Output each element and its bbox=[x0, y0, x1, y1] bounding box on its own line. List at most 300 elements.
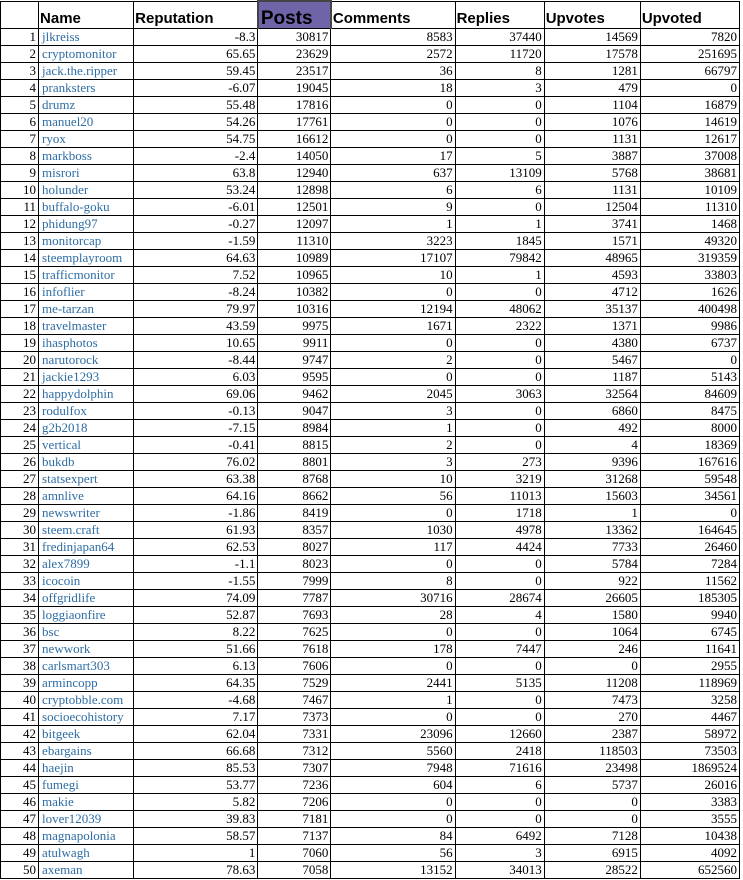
user-link[interactable]: ihasphotos bbox=[42, 335, 98, 350]
upvoted-cell: 18369 bbox=[640, 437, 739, 454]
posts-cell: 10382 bbox=[258, 284, 331, 301]
replies-cell: 1 bbox=[455, 216, 544, 233]
upvotes-cell: 4712 bbox=[544, 284, 640, 301]
user-link[interactable]: buffalo-goku bbox=[42, 199, 110, 214]
upvoted-cell: 7820 bbox=[640, 29, 739, 46]
posts-cell: 7618 bbox=[258, 641, 331, 658]
rank-cell: 38 bbox=[1, 658, 39, 675]
user-link[interactable]: g2b2018 bbox=[42, 420, 88, 435]
upvotes-cell: 1064 bbox=[544, 624, 640, 641]
upvoted-cell: 8000 bbox=[640, 420, 739, 437]
user-link[interactable]: bsc bbox=[42, 624, 60, 639]
user-name-cell bbox=[39, 352, 134, 369]
reputation-cell: 64.63 bbox=[134, 250, 258, 267]
comments-cell: 10 bbox=[331, 471, 455, 488]
upvotes-cell: 6860 bbox=[544, 403, 640, 420]
replies-cell: 1845 bbox=[455, 233, 544, 250]
posts-cell: 8357 bbox=[258, 522, 331, 539]
user-name-cell bbox=[39, 692, 134, 709]
replies-cell: 28674 bbox=[455, 590, 544, 607]
replies-cell: 13109 bbox=[455, 165, 544, 182]
reputation-cell: 64.35 bbox=[134, 675, 258, 692]
replies-column-header[interactable]: Replies bbox=[455, 1, 544, 29]
upvoted-cell: 167616 bbox=[640, 454, 739, 471]
reputation-cell: 79.97 bbox=[134, 301, 258, 318]
comments-cell: 2 bbox=[331, 437, 455, 454]
rank-cell: 31 bbox=[1, 539, 39, 556]
upvoted-cell: 319359 bbox=[640, 250, 739, 267]
replies-cell: 0 bbox=[455, 369, 544, 386]
table-row bbox=[1, 794, 740, 811]
upvoted-cell: 4092 bbox=[640, 845, 739, 862]
comments-cell: 0 bbox=[331, 335, 455, 352]
user-link[interactable]: holunder bbox=[42, 182, 89, 197]
user-name-cell bbox=[39, 301, 134, 318]
comments-cell: 17 bbox=[331, 148, 455, 165]
upvotes-cell: 5768 bbox=[544, 165, 640, 182]
table-row bbox=[1, 46, 740, 63]
table-row bbox=[1, 488, 740, 505]
comments-cell: 178 bbox=[331, 641, 455, 658]
upvoted-cell: 3555 bbox=[640, 811, 739, 828]
table-row bbox=[1, 641, 740, 658]
comments-cell: 1671 bbox=[331, 318, 455, 335]
user-link[interactable]: vertical bbox=[42, 437, 82, 452]
posts-cell: 7787 bbox=[258, 590, 331, 607]
comments-cell: 5560 bbox=[331, 743, 455, 760]
upvotes-cell: 26605 bbox=[544, 590, 640, 607]
user-name-cell bbox=[39, 284, 134, 301]
posts-cell: 7606 bbox=[258, 658, 331, 675]
user-link[interactable]: infoflier bbox=[42, 284, 85, 299]
replies-cell: 11013 bbox=[455, 488, 544, 505]
posts-cell: 9595 bbox=[258, 369, 331, 386]
upvoted-cell: 16879 bbox=[640, 97, 739, 114]
replies-cell: 1718 bbox=[455, 505, 544, 522]
user-link[interactable]: makie bbox=[42, 794, 74, 809]
reputation-column-header[interactable]: Reputation bbox=[134, 1, 258, 29]
upvotes-cell: 1131 bbox=[544, 182, 640, 199]
upvoted-cell: 9940 bbox=[640, 607, 739, 624]
user-name-cell bbox=[39, 318, 134, 335]
table-row bbox=[1, 199, 740, 216]
upvotes-cell: 11208 bbox=[544, 675, 640, 692]
comments-cell: 28 bbox=[331, 607, 455, 624]
comments-cell: 23096 bbox=[331, 726, 455, 743]
reputation-cell: 58.57 bbox=[134, 828, 258, 845]
reputation-cell: 55.48 bbox=[134, 97, 258, 114]
upvoted-cell: 26016 bbox=[640, 777, 739, 794]
user-link[interactable]: pranksters bbox=[42, 80, 96, 95]
user-name-cell bbox=[39, 454, 134, 471]
reputation-cell: -0.13 bbox=[134, 403, 258, 420]
table-row bbox=[1, 182, 740, 199]
rank-cell: 48 bbox=[1, 828, 39, 845]
table-row bbox=[1, 233, 740, 250]
replies-cell: 7447 bbox=[455, 641, 544, 658]
comments-cell: 0 bbox=[331, 709, 455, 726]
replies-cell: 0 bbox=[455, 794, 544, 811]
upvotes-cell: 35137 bbox=[544, 301, 640, 318]
table-row bbox=[1, 437, 740, 454]
user-link[interactable]: axeman bbox=[42, 862, 83, 877]
comments-cell: 9 bbox=[331, 199, 455, 216]
upvoted-cell: 37008 bbox=[640, 148, 739, 165]
replies-cell: 4978 bbox=[455, 522, 544, 539]
posts-cell: 8984 bbox=[258, 420, 331, 437]
user-name-cell bbox=[39, 624, 134, 641]
upvotes-cell: 17578 bbox=[544, 46, 640, 63]
table-row bbox=[1, 97, 740, 114]
reputation-cell: 64.16 bbox=[134, 488, 258, 505]
rank-cell: 43 bbox=[1, 743, 39, 760]
reputation-cell: 5.82 bbox=[134, 794, 258, 811]
upvoted-cell: 58972 bbox=[640, 726, 739, 743]
rank-cell: 34 bbox=[1, 590, 39, 607]
table-row bbox=[1, 335, 740, 352]
reputation-cell: 78.63 bbox=[134, 862, 258, 879]
reputation-cell: 1 bbox=[134, 845, 258, 862]
table-row bbox=[1, 29, 740, 46]
table-row bbox=[1, 454, 740, 471]
comments-cell: 0 bbox=[331, 624, 455, 641]
upvotes-cell: 1076 bbox=[544, 114, 640, 131]
upvotes-cell: 1580 bbox=[544, 607, 640, 624]
user-link[interactable]: markboss bbox=[42, 148, 92, 163]
posts-cell: 7307 bbox=[258, 760, 331, 777]
rank-cell: 29 bbox=[1, 505, 39, 522]
user-name-cell bbox=[39, 607, 134, 624]
upvotes-cell: 2387 bbox=[544, 726, 640, 743]
posts-cell: 8662 bbox=[258, 488, 331, 505]
table-row bbox=[1, 590, 740, 607]
upvoted-cell: 1626 bbox=[640, 284, 739, 301]
user-link[interactable]: offgridlife bbox=[42, 590, 96, 605]
user-name-cell bbox=[39, 216, 134, 233]
table-row bbox=[1, 556, 740, 573]
replies-cell: 0 bbox=[455, 114, 544, 131]
rank-cell: 24 bbox=[1, 420, 39, 437]
reputation-cell: -6.07 bbox=[134, 80, 258, 97]
table-row bbox=[1, 624, 740, 641]
upvoted-cell: 66797 bbox=[640, 63, 739, 80]
posts-cell: 7625 bbox=[258, 624, 331, 641]
user-name-cell bbox=[39, 165, 134, 182]
posts-cell: 7373 bbox=[258, 709, 331, 726]
table-row bbox=[1, 403, 740, 420]
replies-cell: 0 bbox=[455, 131, 544, 148]
user-link[interactable]: armincopp bbox=[42, 675, 98, 690]
user-name-cell bbox=[39, 199, 134, 216]
upvoted-cell: 11562 bbox=[640, 573, 739, 590]
rank-cell: 46 bbox=[1, 794, 39, 811]
user-link[interactable]: alex7899 bbox=[42, 556, 90, 571]
table-row bbox=[1, 675, 740, 692]
replies-cell: 0 bbox=[455, 403, 544, 420]
comments-cell: 0 bbox=[331, 556, 455, 573]
user-link[interactable]: jlkreiss bbox=[42, 29, 80, 44]
posts-cell: 23629 bbox=[258, 46, 331, 63]
user-link[interactable]: trafficmonitor bbox=[42, 267, 115, 282]
comments-column-header[interactable]: Comments bbox=[331, 1, 455, 29]
user-name-cell bbox=[39, 573, 134, 590]
posts-cell: 9047 bbox=[258, 403, 331, 420]
comments-cell: 30716 bbox=[331, 590, 455, 607]
upvotes-cell: 270 bbox=[544, 709, 640, 726]
user-link[interactable]: haejin bbox=[42, 760, 74, 775]
user-link[interactable]: lover12039 bbox=[42, 811, 102, 826]
table-row bbox=[1, 267, 740, 284]
user-link[interactable]: statsexpert bbox=[42, 471, 98, 486]
upvotes-cell: 4593 bbox=[544, 267, 640, 284]
replies-cell: 0 bbox=[455, 352, 544, 369]
user-link[interactable]: misrori bbox=[42, 165, 80, 180]
upvotes-cell: 4380 bbox=[544, 335, 640, 352]
user-name-cell bbox=[39, 845, 134, 862]
comments-cell: 0 bbox=[331, 811, 455, 828]
user-name-cell bbox=[39, 403, 134, 420]
posts-cell: 8801 bbox=[258, 454, 331, 471]
user-name-cell bbox=[39, 828, 134, 845]
table-row bbox=[1, 250, 740, 267]
reputation-cell: 85.53 bbox=[134, 760, 258, 777]
comments-cell: 8583 bbox=[331, 29, 455, 46]
user-link[interactable]: fumegi bbox=[42, 777, 79, 792]
replies-cell: 6492 bbox=[455, 828, 544, 845]
rank-cell: 22 bbox=[1, 386, 39, 403]
replies-cell: 48062 bbox=[455, 301, 544, 318]
upvoted-column-header[interactable]: Upvoted bbox=[640, 1, 739, 29]
user-link[interactable]: rodulfox bbox=[42, 403, 87, 418]
posts-cell: 7529 bbox=[258, 675, 331, 692]
comments-cell: 1 bbox=[331, 216, 455, 233]
replies-cell: 11720 bbox=[455, 46, 544, 63]
user-link[interactable]: fredinjapan64 bbox=[42, 539, 115, 554]
rank-cell: 40 bbox=[1, 692, 39, 709]
reputation-cell: 62.53 bbox=[134, 539, 258, 556]
user-name-cell bbox=[39, 539, 134, 556]
upvoted-cell: 5143 bbox=[640, 369, 739, 386]
user-link[interactable]: ryox bbox=[42, 131, 66, 146]
comments-cell: 0 bbox=[331, 131, 455, 148]
upvotes-cell: 1371 bbox=[544, 318, 640, 335]
rank-cell: 2 bbox=[1, 46, 39, 63]
posts-cell: 8815 bbox=[258, 437, 331, 454]
posts-cell: 10316 bbox=[258, 301, 331, 318]
table-row bbox=[1, 726, 740, 743]
reputation-cell: -1.55 bbox=[134, 573, 258, 590]
user-link[interactable]: steem.craft bbox=[42, 522, 100, 537]
upvotes-cell: 479 bbox=[544, 80, 640, 97]
posts-cell: 9911 bbox=[258, 335, 331, 352]
table-row bbox=[1, 777, 740, 794]
comments-cell: 637 bbox=[331, 165, 455, 182]
user-name-cell bbox=[39, 250, 134, 267]
reputation-cell: 7.17 bbox=[134, 709, 258, 726]
reputation-cell: -4.68 bbox=[134, 692, 258, 709]
user-link[interactable]: socioecohistory bbox=[42, 709, 124, 724]
user-name-cell bbox=[39, 97, 134, 114]
user-name-cell bbox=[39, 386, 134, 403]
table-row bbox=[1, 131, 740, 148]
posts-cell: 7206 bbox=[258, 794, 331, 811]
replies-cell: 0 bbox=[455, 811, 544, 828]
replies-cell: 2322 bbox=[455, 318, 544, 335]
posts-cell: 7693 bbox=[258, 607, 331, 624]
rank-cell: 11 bbox=[1, 199, 39, 216]
reputation-cell: 52.87 bbox=[134, 607, 258, 624]
rank-cell: 21 bbox=[1, 369, 39, 386]
upvoted-cell: 2955 bbox=[640, 658, 739, 675]
rank-cell: 44 bbox=[1, 760, 39, 777]
replies-cell: 6 bbox=[455, 777, 544, 794]
user-link[interactable]: magnapolonia bbox=[42, 828, 116, 843]
upvoted-cell: 4467 bbox=[640, 709, 739, 726]
rank-cell: 26 bbox=[1, 454, 39, 471]
comments-cell: 17107 bbox=[331, 250, 455, 267]
user-link[interactable]: phidung97 bbox=[42, 216, 98, 231]
user-name-cell bbox=[39, 709, 134, 726]
upvotes-cell: 246 bbox=[544, 641, 640, 658]
upvotes-cell: 7733 bbox=[544, 539, 640, 556]
user-link[interactable]: jackie1293 bbox=[42, 369, 100, 384]
posts-cell: 7312 bbox=[258, 743, 331, 760]
rank-cell: 19 bbox=[1, 335, 39, 352]
rank-cell: 17 bbox=[1, 301, 39, 318]
replies-cell: 0 bbox=[455, 199, 544, 216]
rank-column-header bbox=[1, 1, 39, 29]
user-link[interactable]: newwork bbox=[42, 641, 91, 656]
user-link[interactable]: carlsmart303 bbox=[42, 658, 110, 673]
posts-cell: 10989 bbox=[258, 250, 331, 267]
posts-cell: 7331 bbox=[258, 726, 331, 743]
user-name-cell bbox=[39, 233, 134, 250]
reputation-cell: -1.59 bbox=[134, 233, 258, 250]
reputation-cell: 63.8 bbox=[134, 165, 258, 182]
rank-cell: 13 bbox=[1, 233, 39, 250]
table-row bbox=[1, 658, 740, 675]
comments-cell: 18 bbox=[331, 80, 455, 97]
replies-cell: 0 bbox=[455, 284, 544, 301]
user-link[interactable]: cryptobble.com bbox=[42, 692, 124, 707]
rank-cell: 23 bbox=[1, 403, 39, 420]
upvotes-cell: 3887 bbox=[544, 148, 640, 165]
table-row bbox=[1, 505, 740, 522]
upvoted-cell: 0 bbox=[640, 80, 739, 97]
user-link[interactable]: drumz bbox=[42, 97, 76, 112]
comments-cell: 0 bbox=[331, 97, 455, 114]
user-link[interactable]: steemplayroom bbox=[42, 250, 123, 265]
upvoted-cell: 1869524 bbox=[640, 760, 739, 777]
rank-cell: 9 bbox=[1, 165, 39, 182]
user-link[interactable]: manuel20 bbox=[42, 114, 94, 129]
reputation-cell: 43.59 bbox=[134, 318, 258, 335]
reputation-cell: 74.09 bbox=[134, 590, 258, 607]
replies-cell: 6 bbox=[455, 182, 544, 199]
upvoted-cell: 3383 bbox=[640, 794, 739, 811]
posts-cell: 8768 bbox=[258, 471, 331, 488]
comments-cell: 6 bbox=[331, 182, 455, 199]
user-link[interactable]: icocoin bbox=[42, 573, 81, 588]
upvotes-cell: 118503 bbox=[544, 743, 640, 760]
user-link[interactable]: narutorock bbox=[42, 352, 99, 367]
table-row bbox=[1, 811, 740, 828]
comments-cell: 7948 bbox=[331, 760, 455, 777]
rank-cell: 49 bbox=[1, 845, 39, 862]
upvotes-cell: 5467 bbox=[544, 352, 640, 369]
reputation-cell: -2.4 bbox=[134, 148, 258, 165]
user-name-cell bbox=[39, 556, 134, 573]
posts-cell: 17816 bbox=[258, 97, 331, 114]
upvoted-cell: 11641 bbox=[640, 641, 739, 658]
user-link[interactable]: monitorcap bbox=[42, 233, 102, 248]
reputation-cell: -7.15 bbox=[134, 420, 258, 437]
rank-cell: 12 bbox=[1, 216, 39, 233]
user-link[interactable]: amnlive bbox=[42, 488, 84, 503]
comments-cell: 1 bbox=[331, 420, 455, 437]
user-link[interactable]: bukdb bbox=[42, 454, 75, 469]
posts-column-header[interactable]: Posts bbox=[258, 1, 331, 29]
upvoted-cell: 3258 bbox=[640, 692, 739, 709]
rank-cell: 7 bbox=[1, 131, 39, 148]
replies-cell: 79842 bbox=[455, 250, 544, 267]
rank-cell: 45 bbox=[1, 777, 39, 794]
upvotes-column-header[interactable]: Upvotes bbox=[544, 1, 640, 29]
user-name-cell bbox=[39, 148, 134, 165]
user-link[interactable]: me-tarzan bbox=[42, 301, 95, 316]
table-row bbox=[1, 573, 740, 590]
reputation-cell: -8.24 bbox=[134, 284, 258, 301]
user-link[interactable]: cryptomonitor bbox=[42, 46, 117, 61]
user-link[interactable]: jack.the.ripper bbox=[42, 63, 118, 78]
reputation-cell: -0.41 bbox=[134, 437, 258, 454]
user-link[interactable]: loggiaonfire bbox=[42, 607, 106, 622]
rank-cell: 8 bbox=[1, 148, 39, 165]
replies-cell: 12660 bbox=[455, 726, 544, 743]
rank-cell: 1 bbox=[1, 29, 39, 46]
comments-cell: 13152 bbox=[331, 862, 455, 879]
rank-cell: 47 bbox=[1, 811, 39, 828]
upvoted-cell: 6737 bbox=[640, 335, 739, 352]
user-link[interactable]: bitgeek bbox=[42, 726, 81, 741]
user-link[interactable]: ebargains bbox=[42, 743, 92, 758]
posts-cell: 8027 bbox=[258, 539, 331, 556]
posts-cell: 8023 bbox=[258, 556, 331, 573]
comments-cell: 2572 bbox=[331, 46, 455, 63]
user-link[interactable]: travelmaster bbox=[42, 318, 107, 333]
reputation-cell: 7.52 bbox=[134, 267, 258, 284]
user-name-cell bbox=[39, 675, 134, 692]
upvotes-cell: 28522 bbox=[544, 862, 640, 879]
posts-cell: 9747 bbox=[258, 352, 331, 369]
user-link[interactable]: newswriter bbox=[42, 505, 100, 520]
replies-cell: 4424 bbox=[455, 539, 544, 556]
user-link[interactable]: happydolphin bbox=[42, 386, 114, 401]
rank-cell: 33 bbox=[1, 573, 39, 590]
replies-cell: 4 bbox=[455, 607, 544, 624]
upvoted-cell: 33803 bbox=[640, 267, 739, 284]
comments-cell: 56 bbox=[331, 488, 455, 505]
comments-cell: 0 bbox=[331, 505, 455, 522]
upvotes-cell: 9396 bbox=[544, 454, 640, 471]
name-column-header[interactable]: Name bbox=[39, 1, 134, 29]
comments-cell: 1 bbox=[331, 692, 455, 709]
replies-cell: 8 bbox=[455, 63, 544, 80]
posts-cell: 23517 bbox=[258, 63, 331, 80]
user-link[interactable]: atulwagh bbox=[42, 845, 90, 860]
upvoted-cell: 11310 bbox=[640, 199, 739, 216]
table-row bbox=[1, 216, 740, 233]
